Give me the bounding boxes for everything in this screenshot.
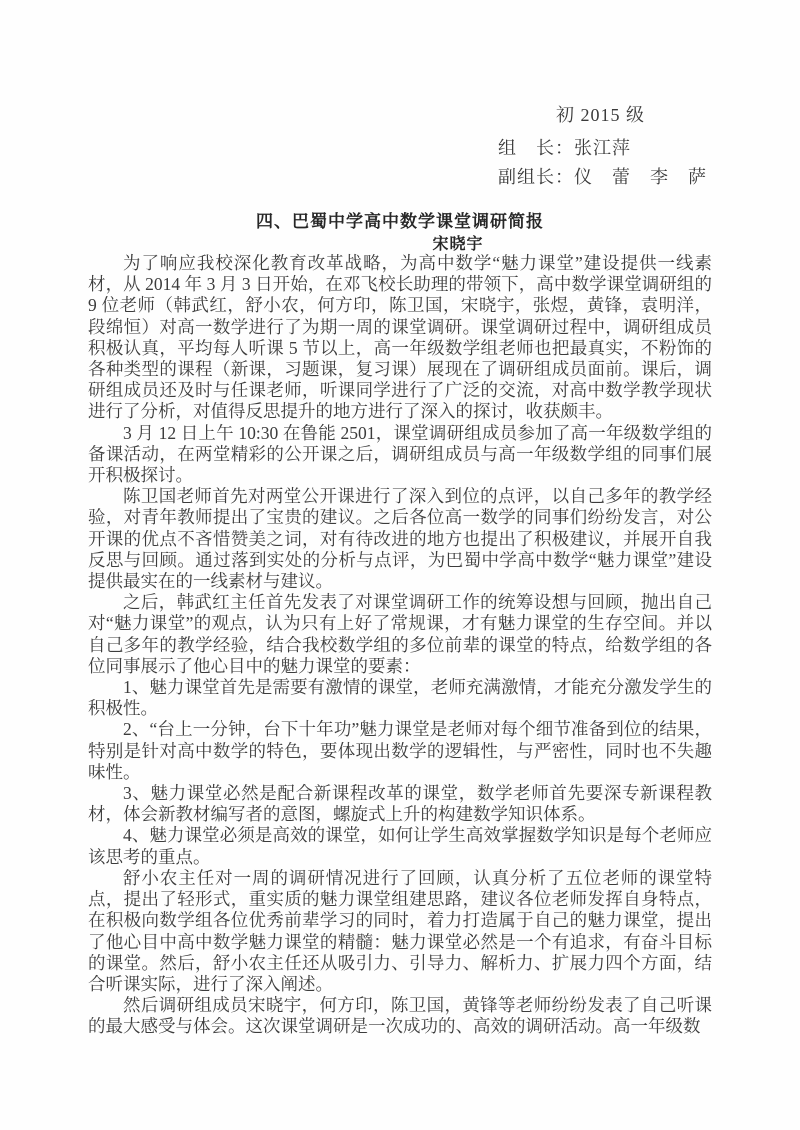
paragraph-intro: 为了响应我校深化教育改革战略，为高中数学“魅力课堂”建设提供一线素材，从 2014 年 3 月 3 日开始，在邓飞校长助理的带领下，高中数学课堂调研组的 9 位老师（韩武红，舒小农，何方印，陈卫国，宋晓宇，张煜，黄锋，袁明洋，段绵恒）对高一数学进行了为期一周的课堂调研。课堂调研过程中，调研组成员积极认真，平均每人听课 5 节以上，高一年级数学组老师也把最真实，不粉饰的各种类型的课程（新课，习题课，复习课）展现在了调研组成员面前。课后，调研组成员还及时与任课老师，听课同学进行了广泛的交流，对高中数学教学现状进行了分析，对值得反思提升的地方进行了深入的探讨，收获颇丰。 bbox=[88, 253, 712, 422]
paragraph-chenweiguo: 陈卫国老师首先对两堂公开课进行了深入到位的点评，以自己多年的教学经验，对青年教师提出了宝贵的建议。之后各位高一数学的同事们纷纷发言，对公开课的优点不吝惜赞美之词，对有待改进的地方也提出了积极建议，并展开自我反思与回顾。通过落到实处的分析与点评，为巴蜀中学高中数学“魅力课堂”建设提供最实在的一线素材与建议。 bbox=[88, 486, 712, 592]
document-body bbox=[88, 253, 712, 1038]
list-item-1: 1、魅力课堂首先是需要有激情的课堂，老师充满激情，才能充分激发学生的积极性。 bbox=[88, 677, 712, 719]
paragraph-shuxiaonong: 舒小农主任对一周的调研情况进行了回顾，认真分析了五位老师的课堂特点，提出了轻形式，重实质的魅力课堂组建思路，建议各位老师发挥自身特点，在积极向数学组各位优秀前辈学习的同时，着力打造属于自己的魅力课堂，提出了他心目中高中数学魅力课堂的精髓：魅力课堂必然是一个有追求，有奋斗目标的课堂。然后，舒小农主任还从吸引力、引导力、解析力、扩展力四个方面，结合听课实际，进行了深入阐述。 bbox=[88, 867, 712, 994]
list-item-2: 2、“台上一分钟，台下十年功”魅力课堂是老师对每个细节准备到位的结果，特别是针对高中数学的特色，要体现出数学的逻辑性，与严密性，同时也不失趣味性。 bbox=[88, 719, 712, 782]
group-leader-line: 组 长：张江萍 bbox=[498, 138, 631, 158]
document-author: 宋晓宇 bbox=[432, 236, 484, 253]
paragraph-hanwuhong: 之后，韩武红主任首先发表了对课堂调研工作的统筹设想与回顾，抛出自己对“魅力课堂”的观点，认为只有上好了常规课，才有魅力课堂的生存空间。并以自己多年的教学经验，结合我校数学组的多位前辈的课堂的特点，给数学组的各位同事展示了他心目中的魅力课堂的要素： bbox=[88, 592, 712, 676]
list-item-3: 3、魅力课堂必然是配合新课程改革的课堂，数学老师首先要深专新课程教材，体会新教材编写者的意图，螺旋式上升的构建数学知识体系。 bbox=[88, 783, 712, 825]
deputy-leader-line: 副组长：仪 蕾 李 萨 bbox=[498, 167, 707, 187]
paragraph-meeting: 3 月 12 日上午 10:30 在鲁能 2501，课堂调研组成员参加了高一年级数学组的备课活动，在两堂精彩的公开课之后，调研组成员与高一年级数学组的同事们展开积极探讨。 bbox=[88, 422, 712, 486]
list-item-4: 4、魅力课堂必须是高效的课堂，如何让学生高效掌握数学知识是每个老师应该思考的重点。 bbox=[88, 825, 712, 867]
paragraph-closing: 然后调研组成员宋晓宇，何方印，陈卫国，黄锋等老师纷纷发表了自己听课的最大感受与体会。这次课堂调研是一次成功的、高效的调研活动。高一年级数 bbox=[88, 995, 712, 1037]
grade-label: 初 2015 级 bbox=[556, 105, 645, 125]
document-title: 四、巴蜀中学高中数学课堂调研简报 bbox=[256, 212, 544, 231]
